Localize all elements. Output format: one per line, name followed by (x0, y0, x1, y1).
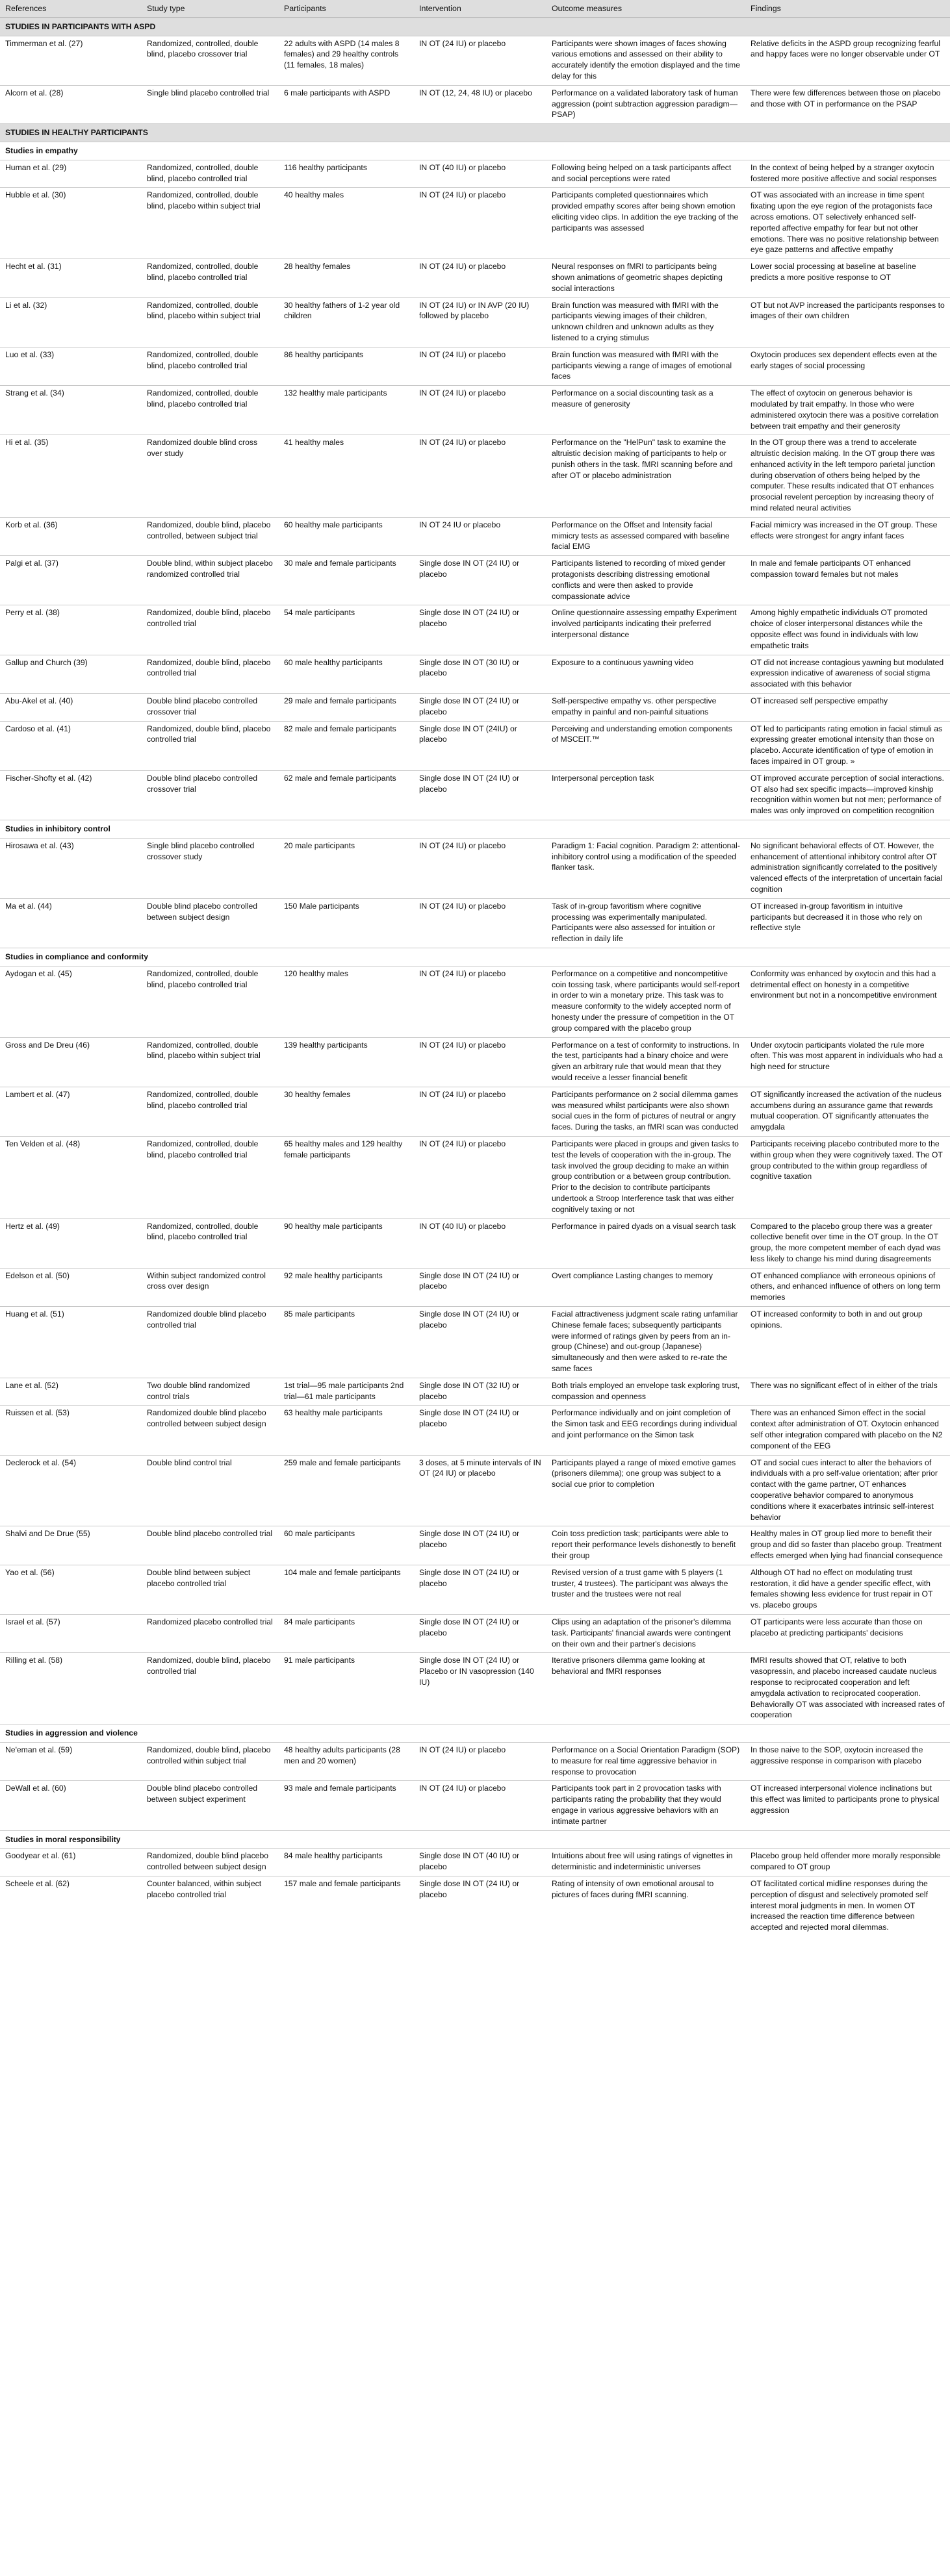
findings-cell: In male and female participants OT enhanced compassion toward females but not males (745, 556, 950, 605)
table-row (0, 1876, 950, 1936)
participants-cell: 65 healthy males and 129 healthy female participants (279, 1136, 414, 1219)
table-row (0, 1615, 950, 1653)
study-type-cell: Randomized, double blind, placebo controlled within subject trial (142, 1742, 279, 1780)
findings-cell: OT participants were less accurate than those on placebo at predicting participants' decisions (745, 1615, 950, 1653)
study-type-cell: Two double blind randomized control trials (142, 1378, 279, 1406)
section-row (0, 820, 950, 839)
study-type-cell: Randomized, double blind placebo controlled between subject design (142, 1849, 279, 1876)
intervention-cell: IN OT (24 IU) or placebo (414, 1136, 546, 1219)
header-findings: Findings (745, 0, 950, 18)
findings-cell: OT but not AVP increased the participants responses to images of their own children (745, 297, 950, 347)
findings-cell: OT increased conformity to both in and out group opinions. (745, 1307, 950, 1378)
participants-cell: 157 male and female participants (279, 1876, 414, 1936)
study-type-cell: Double blind, within subject placebo randomized controlled trial (142, 556, 279, 605)
participants-cell: 84 male participants (279, 1615, 414, 1653)
participants-cell: 30 healthy fathers of 1-2 year old children (279, 297, 414, 347)
study-type-cell: Randomized, controlled, double blind, placebo controlled trial (142, 1219, 279, 1268)
intervention-cell: Single dose IN OT (24 IU) or placebo (414, 605, 546, 655)
table-row (0, 838, 950, 898)
header-study-type: Study type (142, 0, 279, 18)
study-type-cell: Double blind placebo controlled crossover trial (142, 694, 279, 722)
intervention-cell: Single dose IN OT (24 IU) or placebo (414, 556, 546, 605)
findings-cell: Relative deficits in the ASPD group recognizing fearful and happy faces were no longer observable under OT (745, 36, 950, 85)
table-row (0, 297, 950, 347)
participants-cell: 48 healthy adults participants (28 men and 20 women) (279, 1742, 414, 1780)
table-row (0, 556, 950, 605)
outcome-measures-cell: Task of in-group favoritism where cognitive processing was experimentally manipulated. Participants were also assessed for intuition or reflection in daily life (546, 898, 745, 948)
findings-cell: OT did not increase contagious yawning but modulated expression indicative of awareness of social stigma associated with this behavior (745, 655, 950, 693)
reference-cell: Hubble et al. (30) (0, 188, 142, 259)
study-type-cell: Randomized, controlled, double blind, placebo controlled trial (142, 386, 279, 435)
reference-cell: Strang et al. (34) (0, 386, 142, 435)
participants-cell: 259 male and female participants (279, 1455, 414, 1526)
table-row (0, 386, 950, 435)
study-type-cell: Single blind placebo controlled crossover study (142, 838, 279, 898)
intervention-cell: Single dose IN OT (24 IU) or placebo (414, 1406, 546, 1455)
reference-cell: Hirosawa et al. (43) (0, 838, 142, 898)
outcome-measures-cell: Participants were shown images of faces showing various emotions and assessed on their ability to accurately identify the emotion displayed and the time delay for this (546, 36, 745, 85)
intervention-cell: IN OT (24 IU) or placebo (414, 838, 546, 898)
reference-cell: Palgi et al. (37) (0, 556, 142, 605)
table-row (0, 1781, 950, 1830)
intervention-cell: IN OT (24 IU) or placebo (414, 386, 546, 435)
participants-cell: 85 male participants (279, 1307, 414, 1378)
participants-cell: 30 healthy females (279, 1087, 414, 1136)
reference-cell: Israel et al. (57) (0, 1615, 142, 1653)
outcome-measures-cell: Participants played a range of mixed emotive games (prisoners dilemma); one group was subject to a social cue prior to completion (546, 1455, 745, 1526)
table-row (0, 1455, 950, 1526)
outcome-measures-cell: Participants performance on 2 social dilemma games was measured whilst participants were also shown social cues in the form of pictures of neutral or angry faces. During the tasks, an fMRI scan was conducted (546, 1087, 745, 1136)
reference-cell: Timmerman et al. (27) (0, 36, 142, 85)
table-row (0, 1307, 950, 1378)
table-row (0, 259, 950, 297)
intervention-cell: Single dose IN OT (24 IU) or placebo (414, 1526, 546, 1565)
section-row (0, 142, 950, 160)
intervention-cell: Single dose IN OT (30 IU) or placebo (414, 655, 546, 693)
findings-cell: In the context of being helped by a stranger oxytocin fostered more positive affective and social responses (745, 160, 950, 188)
participants-cell: 150 Male participants (279, 898, 414, 948)
participants-cell: 116 healthy participants (279, 160, 414, 188)
section-title: Studies in empathy (0, 142, 950, 160)
intervention-cell: Single dose IN OT (24 IU) or placebo (414, 1307, 546, 1378)
findings-cell: Under oxytocin participants violated the rule more often. This was most apparent in individuals who had a high need for structure (745, 1037, 950, 1087)
section-title: STUDIES IN PARTICIPANTS WITH ASPD (0, 18, 950, 36)
intervention-cell: Single dose IN OT (24 IU) or placebo (414, 694, 546, 722)
section-title: Studies in compliance and conformity (0, 948, 950, 966)
outcome-measures-cell: Iterative prisoners dilemma game looking at behavioral and fMRI responses (546, 1653, 745, 1724)
outcome-measures-cell: Performance on a social discounting task as a measure of generosity (546, 386, 745, 435)
participants-cell: 62 male and female participants (279, 770, 414, 820)
reference-cell: Lambert et al. (47) (0, 1087, 142, 1136)
participants-cell: 60 healthy male participants (279, 517, 414, 555)
outcome-measures-cell: Performance in paired dyads on a visual search task (546, 1219, 745, 1268)
intervention-cell: Single dose IN OT (24IU) or placebo (414, 721, 546, 770)
findings-cell: Oxytocin produces sex dependent effects even at the early stages of social processing (745, 347, 950, 385)
study-type-cell: Randomized placebo controlled trial (142, 1615, 279, 1653)
reference-cell: Ten Velden et al. (48) (0, 1136, 142, 1219)
findings-cell: In the OT group there was a trend to accelerate altruistic decision making. In the OT group there was enhanced activity in the left temporo parietal junction during observation of others being helped by the computer. These results indicated that OT enhances prosocial revelent perception by increasing theory of mind related neural activities (745, 435, 950, 518)
table-row (0, 1037, 950, 1087)
study-type-cell: Randomized, controlled, double blind, placebo controlled trial (142, 347, 279, 385)
outcome-measures-cell: Performance on a competitive and noncompetitive coin tossing task, where participants would self-report in order to win a monetary prize. This task was to measure conformity to the widely accepted norm of honesty under the pressure of competition in the OT group compared with the placebo group (546, 966, 745, 1037)
outcome-measures-cell: Perceiving and understanding emotion components of MSCEIT.™ (546, 721, 745, 770)
study-type-cell: Counter balanced, within subject placebo controlled trial (142, 1876, 279, 1936)
reference-cell: Huang et al. (51) (0, 1307, 142, 1378)
intervention-cell: IN OT (24 IU) or placebo (414, 1742, 546, 1780)
participants-cell: 93 male and female participants (279, 1781, 414, 1830)
table-row (0, 1406, 950, 1455)
participants-cell: 22 adults with ASPD (14 males 8 females) and 29 healthy controls (11 females, 18 males) (279, 36, 414, 85)
outcome-measures-cell: Brain function was measured with fMRI with the participants viewing images of their children, unknown children and unknown adults as they listened to a crying stimulus (546, 297, 745, 347)
intervention-cell: IN OT (12, 24, 48 IU) or placebo (414, 85, 546, 123)
reference-cell: Gross and De Dreu (46) (0, 1037, 142, 1087)
reference-cell: Ruissen et al. (53) (0, 1406, 142, 1455)
study-type-cell: Randomized, double blind, placebo controlled trial (142, 605, 279, 655)
study-type-cell: Randomized, controlled, double blind, placebo controlled trial (142, 1087, 279, 1136)
findings-cell: Healthy males in OT group lied more to benefit their group and did so faster than placebo group. Treatment effects emerged when lying had financial consequence (745, 1526, 950, 1565)
table-row (0, 36, 950, 85)
outcome-measures-cell: Overt compliance Lasting changes to memory (546, 1268, 745, 1306)
reference-cell: Edelson et al. (50) (0, 1268, 142, 1306)
findings-cell: OT increased interpersonal violence inclinations but this effect was limited to participants prone to physical aggression (745, 1781, 950, 1830)
outcome-measures-cell: Coin toss prediction task; participants were able to report their performance levels dishonestly to benefit their group (546, 1526, 745, 1565)
reference-cell: Rilling et al. (58) (0, 1653, 142, 1724)
intervention-cell: 3 doses, at 5 minute intervals of IN OT (24 IU) or placebo (414, 1455, 546, 1526)
findings-cell: Placebo group held offender more morally responsible compared to OT group (745, 1849, 950, 1876)
intervention-cell: IN OT (24 IU) or placebo (414, 188, 546, 259)
findings-cell: Although OT had no effect on modulating trust restoration, it did have a gender specific effect, with females showing less evidence for trust repair in OT vs. placebo groups (745, 1565, 950, 1614)
header-outcome-measures: Outcome measures (546, 0, 745, 18)
intervention-cell: IN OT (24 IU) or IN AVP (20 IU) followed by placebo (414, 297, 546, 347)
intervention-cell: IN OT 24 IU or placebo (414, 517, 546, 555)
study-type-cell: Randomized, controlled, double blind, placebo controlled trial (142, 966, 279, 1037)
outcome-measures-cell: Performance on a validated laboratory task of human aggression (point subtraction aggression paradigm—PSAP) (546, 85, 745, 123)
study-type-cell: Single blind placebo controlled trial (142, 85, 279, 123)
table-row (0, 435, 950, 518)
table-row (0, 966, 950, 1037)
study-type-cell: Randomized, controlled, double blind, placebo controlled trial (142, 1136, 279, 1219)
section-row (0, 124, 950, 142)
participants-cell: 90 healthy male participants (279, 1219, 414, 1268)
participants-cell: 82 male and female participants (279, 721, 414, 770)
findings-cell: OT increased in-group favoritism in intuitive participants but decreased it in those who rely on reflective style (745, 898, 950, 948)
table-body (0, 18, 950, 1936)
outcome-measures-cell: Neural responses on fMRI to participants being shown animations of geometric shapes depicting social interactions (546, 259, 745, 297)
study-type-cell: Double blind placebo controlled between subject experiment (142, 1781, 279, 1830)
intervention-cell: Single dose IN OT (24 IU) or placebo (414, 770, 546, 820)
reference-cell: Hi et al. (35) (0, 435, 142, 518)
participants-cell: 120 healthy males (279, 966, 414, 1037)
study-type-cell: Double blind between subject placebo controlled trial (142, 1565, 279, 1614)
table-row (0, 770, 950, 820)
table-row (0, 721, 950, 770)
intervention-cell: IN OT (40 IU) or placebo (414, 160, 546, 188)
reference-cell: Alcorn et al. (28) (0, 85, 142, 123)
reference-cell: Aydogan et al. (45) (0, 966, 142, 1037)
table-row (0, 1849, 950, 1876)
study-type-cell: Randomized, controlled, double blind, placebo crossover trial (142, 36, 279, 85)
findings-cell: Compared to the placebo group there was a greater collective benefit over time in the OT group. In the OT group, the more competent member of each dyad was less likely to change his mind during disagreements (745, 1219, 950, 1268)
reference-cell: Li et al. (32) (0, 297, 142, 347)
intervention-cell: IN OT (24 IU) or placebo (414, 259, 546, 297)
table-header (0, 0, 950, 18)
intervention-cell: IN OT (24 IU) or placebo (414, 36, 546, 85)
reference-cell: Yao et al. (56) (0, 1565, 142, 1614)
reference-cell: Goodyear et al. (61) (0, 1849, 142, 1876)
participants-cell: 63 healthy male participants (279, 1406, 414, 1455)
reference-cell: Ma et al. (44) (0, 898, 142, 948)
intervention-cell: IN OT (24 IU) or placebo (414, 898, 546, 948)
study-type-cell: Within subject randomized control cross over design (142, 1268, 279, 1306)
reference-cell: Lane et al. (52) (0, 1378, 142, 1406)
study-type-cell: Randomized, double blind, placebo controlled, between subject trial (142, 517, 279, 555)
reference-cell: Luo et al. (33) (0, 347, 142, 385)
reference-cell: Perry et al. (38) (0, 605, 142, 655)
outcome-measures-cell: Participants listened to recording of mixed gender protagonists describing distressing emotional conflicts and were then asked to provide compassionate advice (546, 556, 745, 605)
outcome-measures-cell: Interpersonal perception task (546, 770, 745, 820)
intervention-cell: Single dose IN OT (32 IU) or placebo (414, 1378, 546, 1406)
participants-cell: 41 healthy males (279, 435, 414, 518)
participants-cell: 1st trial—95 male participants 2nd trial—61 male participants (279, 1378, 414, 1406)
findings-cell: OT significantly increased the activation of the nucleus accumbens during an assurance game that rewards mutual cooperation. OT significantly attenuates the amygdala (745, 1087, 950, 1136)
findings-cell: No significant behavioral effects of OT. However, the enhancement of attentional inhibitory control after OT administration significantly correlated to the positively valenced effects of the interpretation of uncertain facial cognition (745, 838, 950, 898)
header-row (0, 0, 950, 18)
outcome-measures-cell: Online questionnaire assessing empathy Experiment involved participants indicating their preferred interpersonal distance (546, 605, 745, 655)
participants-cell: 29 male and female participants (279, 694, 414, 722)
intervention-cell: IN OT (24 IU) or placebo (414, 347, 546, 385)
findings-cell: OT led to participants rating emotion in facial stimuli as expressing greater emotional intensity than those on placebo. Accurate identification of type of emotion in faces impaired in OT group. » (745, 721, 950, 770)
outcome-measures-cell: Performance individually and on joint completion of the Simon task and EEG recordings during individual and joint performance on the Simon task (546, 1406, 745, 1455)
reference-cell: Fischer-Shofty et al. (42) (0, 770, 142, 820)
intervention-cell: Single dose IN OT (24 IU) or Placebo or IN vasopression (140 IU) (414, 1653, 546, 1724)
table-row (0, 1136, 950, 1219)
table-row (0, 694, 950, 722)
table-row (0, 188, 950, 259)
study-type-cell: Double blind placebo controlled between subject design (142, 898, 279, 948)
intervention-cell: IN OT (24 IU) or placebo (414, 966, 546, 1037)
study-type-cell: Randomized, controlled, double blind, placebo within subject trial (142, 297, 279, 347)
outcome-measures-cell: Facial attractiveness judgment scale rating unfamiliar Chinese female faces; subsequently participants were informed of ratings given by peers from an in-group (Chinese) and out-group (Japanese) simultaneously and then were asked to re-rate the same faces (546, 1307, 745, 1378)
study-type-cell: Randomized double blind cross over study (142, 435, 279, 518)
findings-cell: OT facilitated cortical midline responses during the perception of disgust and selectively promoted self interest moral judgments in men. In women OT increased the reaction time difference between accepted and rejected moral dilemmas. (745, 1876, 950, 1936)
section-row (0, 1830, 950, 1849)
table-row (0, 85, 950, 123)
table-row (0, 605, 950, 655)
participants-cell: 91 male participants (279, 1653, 414, 1724)
study-type-cell: Randomized, double blind, placebo controlled trial (142, 655, 279, 693)
intervention-cell: Single dose IN OT (24 IU) or placebo (414, 1876, 546, 1936)
outcome-measures-cell: Revised version of a trust game with 5 players (1 truster, 4 trustees). The participant was always the truster and the trustees were not real (546, 1565, 745, 1614)
study-type-cell: Randomized, controlled, double blind, placebo controlled trial (142, 160, 279, 188)
intervention-cell: IN OT (40 IU) or placebo (414, 1219, 546, 1268)
table-row (0, 160, 950, 188)
findings-cell: Lower social processing at baseline at baseline predicts a more positive response to OT (745, 259, 950, 297)
reference-cell: Human et al. (29) (0, 160, 142, 188)
header-participants: Participants (279, 0, 414, 18)
findings-cell: OT and social cues interact to alter the behaviors of individuals with a pro self-value orientation; after prior contact with the game partner, OT enhances cooperative behavior compared to anonymous conditions where it exacerbates intrinsic self-interest behavior (745, 1455, 950, 1526)
outcome-measures-cell: Self-perspective empathy vs. other perspective empathy in painful and non-painful situations (546, 694, 745, 722)
participants-cell: 60 male participants (279, 1526, 414, 1565)
participants-cell: 104 male and female participants (279, 1565, 414, 1614)
outcome-measures-cell: Both trials employed an envelope task exploring trust, compassion and openness (546, 1378, 745, 1406)
table-row (0, 517, 950, 555)
participants-cell: 60 male healthy participants (279, 655, 414, 693)
findings-cell: Conformity was enhanced by oxytocin and this had a detrimental effect on honesty in a competitive environment but not in a noncompetitive environment (745, 966, 950, 1037)
outcome-measures-cell: Performance on a test of conformity to instructions. In the test, participants had a binary choice and were given an arbitrary rule that would mean that they would receive a lesser financial benefit (546, 1037, 745, 1087)
participants-cell: 40 healthy males (279, 188, 414, 259)
outcome-measures-cell: Intuitions about free will using ratings of vignettes in deterministic and indeterministic universes (546, 1849, 745, 1876)
study-type-cell: Randomized, double blind, placebo controlled trial (142, 1653, 279, 1724)
section-row (0, 1724, 950, 1743)
participants-cell: 30 male and female participants (279, 556, 414, 605)
findings-cell: OT improved accurate perception of social interactions. OT also had sex specific impacts—improved kinship recognition within women but not men; performance of males was only improved on competition recognition (745, 770, 950, 820)
intervention-cell: IN OT (24 IU) or placebo (414, 1037, 546, 1087)
section-title: Studies in inhibitory control (0, 820, 950, 839)
reference-cell: Shalvi and De Drue (55) (0, 1526, 142, 1565)
findings-cell: There were few differences between those on placebo and those with OT in performance on the PSAP (745, 85, 950, 123)
section-title: STUDIES IN HEALTHY PARTICIPANTS (0, 124, 950, 142)
outcome-measures-cell: Participants took part in 2 provocation tasks with participants rating the probability that they would engage in various aggressive behaviors with an intimate partner (546, 1781, 745, 1830)
outcome-measures-cell: Following being helped on a task participants affect and social perceptions were rated (546, 160, 745, 188)
intervention-cell: IN OT (24 IU) or placebo (414, 435, 546, 518)
intervention-cell: Single dose IN OT (24 IU) or placebo (414, 1615, 546, 1653)
participants-cell: 84 male healthy participants (279, 1849, 414, 1876)
table-row (0, 1378, 950, 1406)
table-row (0, 1087, 950, 1136)
outcome-measures-cell: Clips using an adaptation of the prisoner's dilemma task. Participants' financial awards were contingent on their own and their partner's decisions (546, 1615, 745, 1653)
reference-cell: Declerock et al. (54) (0, 1455, 142, 1526)
findings-cell: Participants receiving placebo contributed more to the within group when they were cognitively taxed. The OT group contributed to the within group regardless of cognitive taxation (745, 1136, 950, 1219)
participants-cell: 86 healthy participants (279, 347, 414, 385)
findings-cell: Facial mimicry was increased in the OT group. These effects were strongest for angry infant faces (745, 517, 950, 555)
intervention-cell: Single dose IN OT (24 IU) or placebo (414, 1268, 546, 1306)
table-row (0, 1742, 950, 1780)
outcome-measures-cell: Paradigm 1: Facial cognition. Paradigm 2: attentional-inhibitory control using a modification of the speeded flanker task. (546, 838, 745, 898)
table-row (0, 1565, 950, 1614)
study-type-cell: Double blind placebo controlled trial (142, 1526, 279, 1565)
table-row (0, 898, 950, 948)
header-references: References (0, 0, 142, 18)
reference-cell: Cardoso et al. (41) (0, 721, 142, 770)
reference-cell: Hertz et al. (49) (0, 1219, 142, 1268)
outcome-measures-cell: Participants were placed in groups and given tasks to test the levels of cooperation with the in-group. The task involved the group deciding to make an within group contribution or a between group contribution. Prior to the decision to contribute participants undertook a Stroop Interference task that was either cognitively taxing or not (546, 1136, 745, 1219)
intervention-cell: IN OT (24 IU) or placebo (414, 1087, 546, 1136)
study-type-cell: Double blind control trial (142, 1455, 279, 1526)
section-title: Studies in moral responsibility (0, 1830, 950, 1849)
findings-cell: fMRI results showed that OT, relative to both vasopressin, and placebo increased caudate nucleus response to reciprocated cooperation and left amygdala activation to reciprocated cooperation. Behaviorally OT was associated with increased rates of cooperation (745, 1653, 950, 1724)
table-row (0, 1219, 950, 1268)
findings-cell: In those naive to the SOP, oxytocin increased the aggressive response in comparison with placebo (745, 1742, 950, 1780)
outcome-measures-cell: Performance on a Social Orientation Paradigm (SOP) to measure for real time aggressive behavior in response to provocation (546, 1742, 745, 1780)
outcome-measures-cell: Brain function was measured with fMRI with the participants viewing a range of images of emotional faces (546, 347, 745, 385)
findings-cell: Among highly empathetic individuals OT promoted choice of closer interpersonal distances while the opposite effect was found in individuals with low empathetic traits (745, 605, 950, 655)
header-intervention: Intervention (414, 0, 546, 18)
section-title: Studies in aggression and violence (0, 1724, 950, 1743)
participants-cell: 20 male participants (279, 838, 414, 898)
reference-cell: Korb et al. (36) (0, 517, 142, 555)
reference-cell: Scheele et al. (62) (0, 1876, 142, 1936)
table-row (0, 347, 950, 385)
table-row (0, 1268, 950, 1306)
intervention-cell: Single dose IN OT (40 IU) or placebo (414, 1849, 546, 1876)
reference-cell: Abu-Akel et al. (40) (0, 694, 142, 722)
study-type-cell: Randomized, controlled, double blind, placebo controlled trial (142, 259, 279, 297)
table-row (0, 1526, 950, 1565)
study-type-cell: Randomized double blind placebo controlled between subject design (142, 1406, 279, 1455)
reference-cell: DeWall et al. (60) (0, 1781, 142, 1830)
participants-cell: 6 male participants with ASPD (279, 85, 414, 123)
section-row (0, 18, 950, 36)
outcome-measures-cell: Participants completed questionnaires which provided empathy scores after being shown emotion eliciting video clips. In addition the eye tracking of the participants was assessed (546, 188, 745, 259)
study-type-cell: Randomized double blind placebo controlled trial (142, 1307, 279, 1378)
participants-cell: 132 healthy male participants (279, 386, 414, 435)
findings-cell: OT was associated with an increase in time spent fixating upon the eye region of the protagonists face across emotions. OT selectively enhanced self-reported affective empathy for fear but not other emotions. There was no positive relationship between eye gaze patterns and affective empathy (745, 188, 950, 259)
participants-cell: 139 healthy participants (279, 1037, 414, 1087)
findings-cell: There was an enhanced Simon effect in the social context after administration of OT. Oxytocin enhanced self other integration compared with placebo on the N2 component of the EEG (745, 1406, 950, 1455)
findings-cell: The effect of oxytocin on generous behavior is modulated by trait empathy. In those who were administered oxytocin there was a positive correlation between trait empathy and their generosity (745, 386, 950, 435)
outcome-measures-cell: Performance on the Offset and Intensity facial mimicry tests as assessed compared with baseline facial EMG (546, 517, 745, 555)
findings-cell: OT enhanced compliance with erroneous opinions of others, and enhanced influence of others on long term memories (745, 1268, 950, 1306)
outcome-measures-cell: Exposure to a continuous yawning video (546, 655, 745, 693)
study-type-cell: Randomized, controlled, double blind, placebo within subject trial (142, 1037, 279, 1087)
table-row (0, 1653, 950, 1724)
participants-cell: 54 male participants (279, 605, 414, 655)
participants-cell: 92 male healthy participants (279, 1268, 414, 1306)
study-type-cell: Double blind placebo controlled crossover trial (142, 770, 279, 820)
study-type-cell: Randomized, controlled, double blind, placebo within subject trial (142, 188, 279, 259)
intervention-cell: Single dose IN OT (24 IU) or placebo (414, 1565, 546, 1614)
participants-cell: 28 healthy females (279, 259, 414, 297)
findings-cell: OT increased self perspective empathy (745, 694, 950, 722)
intervention-cell: IN OT (24 IU) or placebo (414, 1781, 546, 1830)
reference-cell: Gallup and Church (39) (0, 655, 142, 693)
section-row (0, 948, 950, 966)
study-type-cell: Randomized, double blind, placebo controlled trial (142, 721, 279, 770)
table-row (0, 655, 950, 693)
outcome-measures-cell: Performance on the "HelPun" task to examine the altruistic decision making of participants to help or punish others in the task. fMRI scanning before and after OT or placebo administration (546, 435, 745, 518)
outcome-measures-cell: Rating of intensity of own emotional arousal to pictures of faces during fMRI scanning. (546, 1876, 745, 1936)
reference-cell: Ne'eman et al. (59) (0, 1742, 142, 1780)
reference-cell: Hecht et al. (31) (0, 259, 142, 297)
findings-cell: There was no significant effect of in either of the trials (745, 1378, 950, 1406)
